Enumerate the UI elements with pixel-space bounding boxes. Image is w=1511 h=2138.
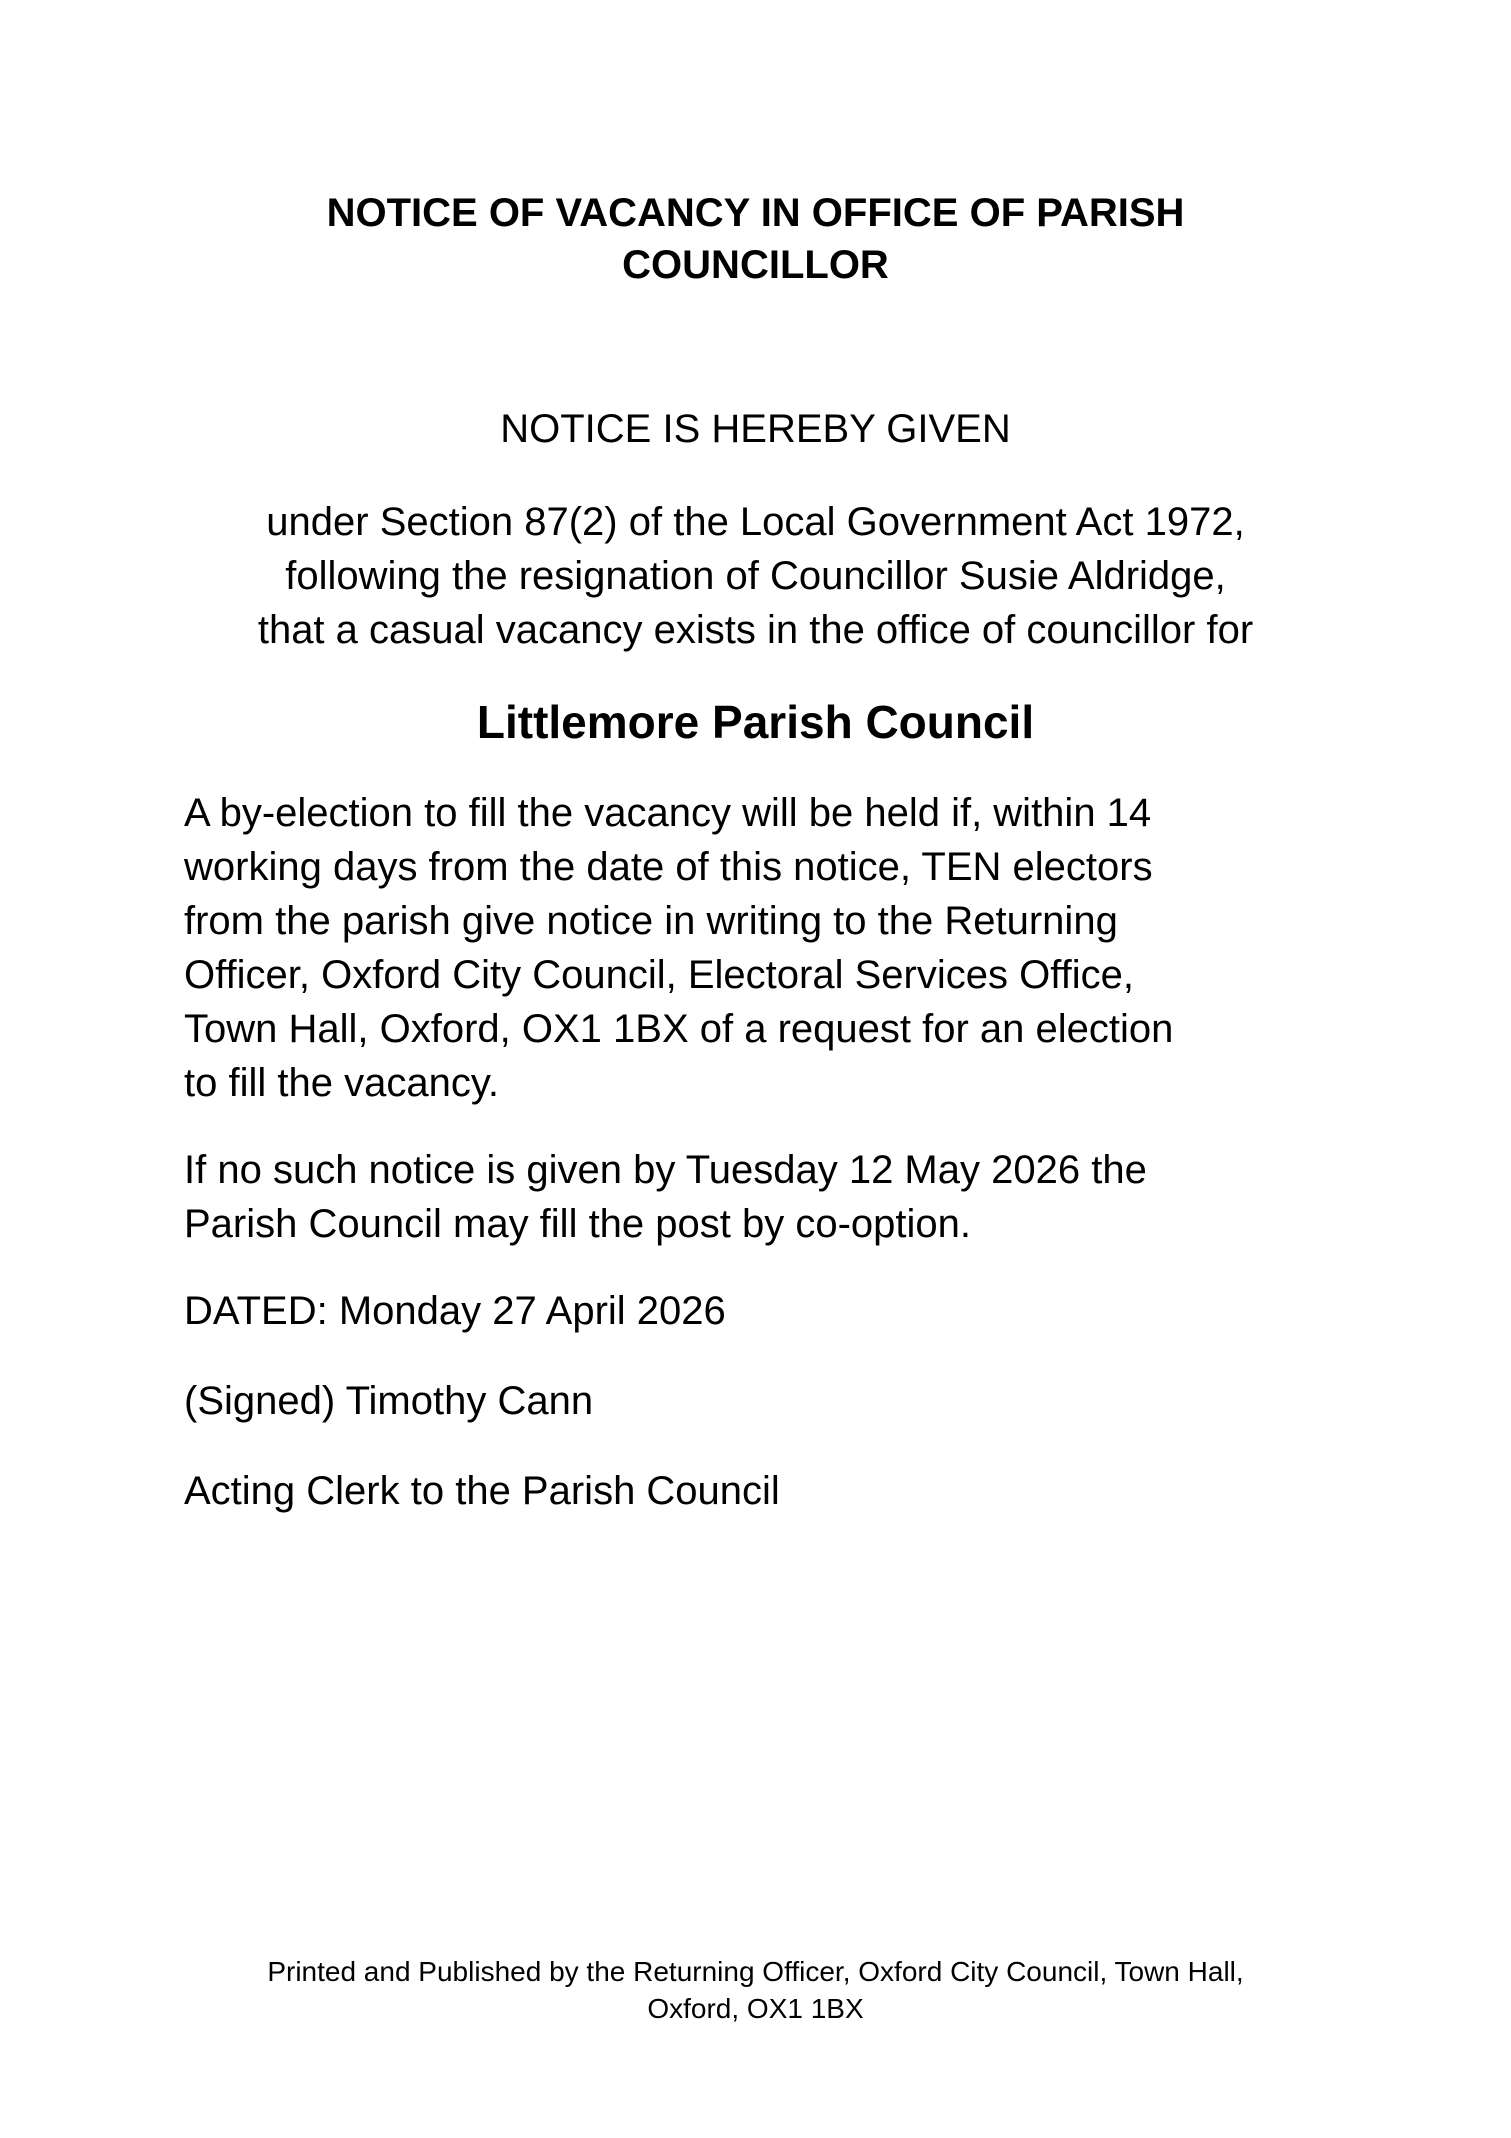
by-election-line: Town Hall, Oxford, OX1 1BX of a request for an election [184,1007,1174,1051]
signatory-role: Acting Clerk to the Parish Council [184,1469,780,1513]
dated-line: DATED: Monday 27 April 2026 [184,1289,726,1333]
by-election-line: A by-election to fill the vacancy will be held if, within 14 [184,791,1152,835]
cooption-line: If no such notice is given by Tuesday 12 May 2026 the [184,1148,1147,1192]
by-election-line: to fill the vacancy. [184,1061,499,1105]
cooption-paragraph [184,1143,1384,1251]
hereby-given-heading: NOTICE IS HEREBY GIVEN [500,407,1011,451]
intro-line: following the resignation of Councillor Susie Aldridge, [285,554,1226,598]
by-election-line: from the parish give notice in writing to the Returning [184,899,1118,943]
by-election-paragraph [184,786,1384,1110]
title-line: COUNCILLOR [622,243,889,287]
cooption-line: Parish Council may fill the post by co-option. [184,1202,972,1246]
signed-line: (Signed) Timothy Cann [184,1379,594,1423]
by-election-line: Officer, Oxford City Council, Electoral Services Office, [184,953,1134,997]
council-name: Littlemore Parish Council [476,696,1035,748]
by-election-line: working days from the date of this notice, TEN electors [184,845,1153,889]
notice-title [0,187,1511,291]
footer-line: Printed and Published by the Returning Officer, Oxford City Council, Town Hall, [267,1956,1244,1987]
imprint-footer [0,1953,1511,2027]
footer-line: Oxford, OX1 1BX [647,1993,864,2024]
intro-line: under Section 87(2) of the Local Government Act 1972, [266,500,1245,544]
intro-line: that a casual vacancy exists in the office of councillor for [257,608,1254,652]
intro-paragraph [0,495,1511,657]
title-line: NOTICE OF VACANCY IN OFFICE OF PARISH [326,191,1185,235]
